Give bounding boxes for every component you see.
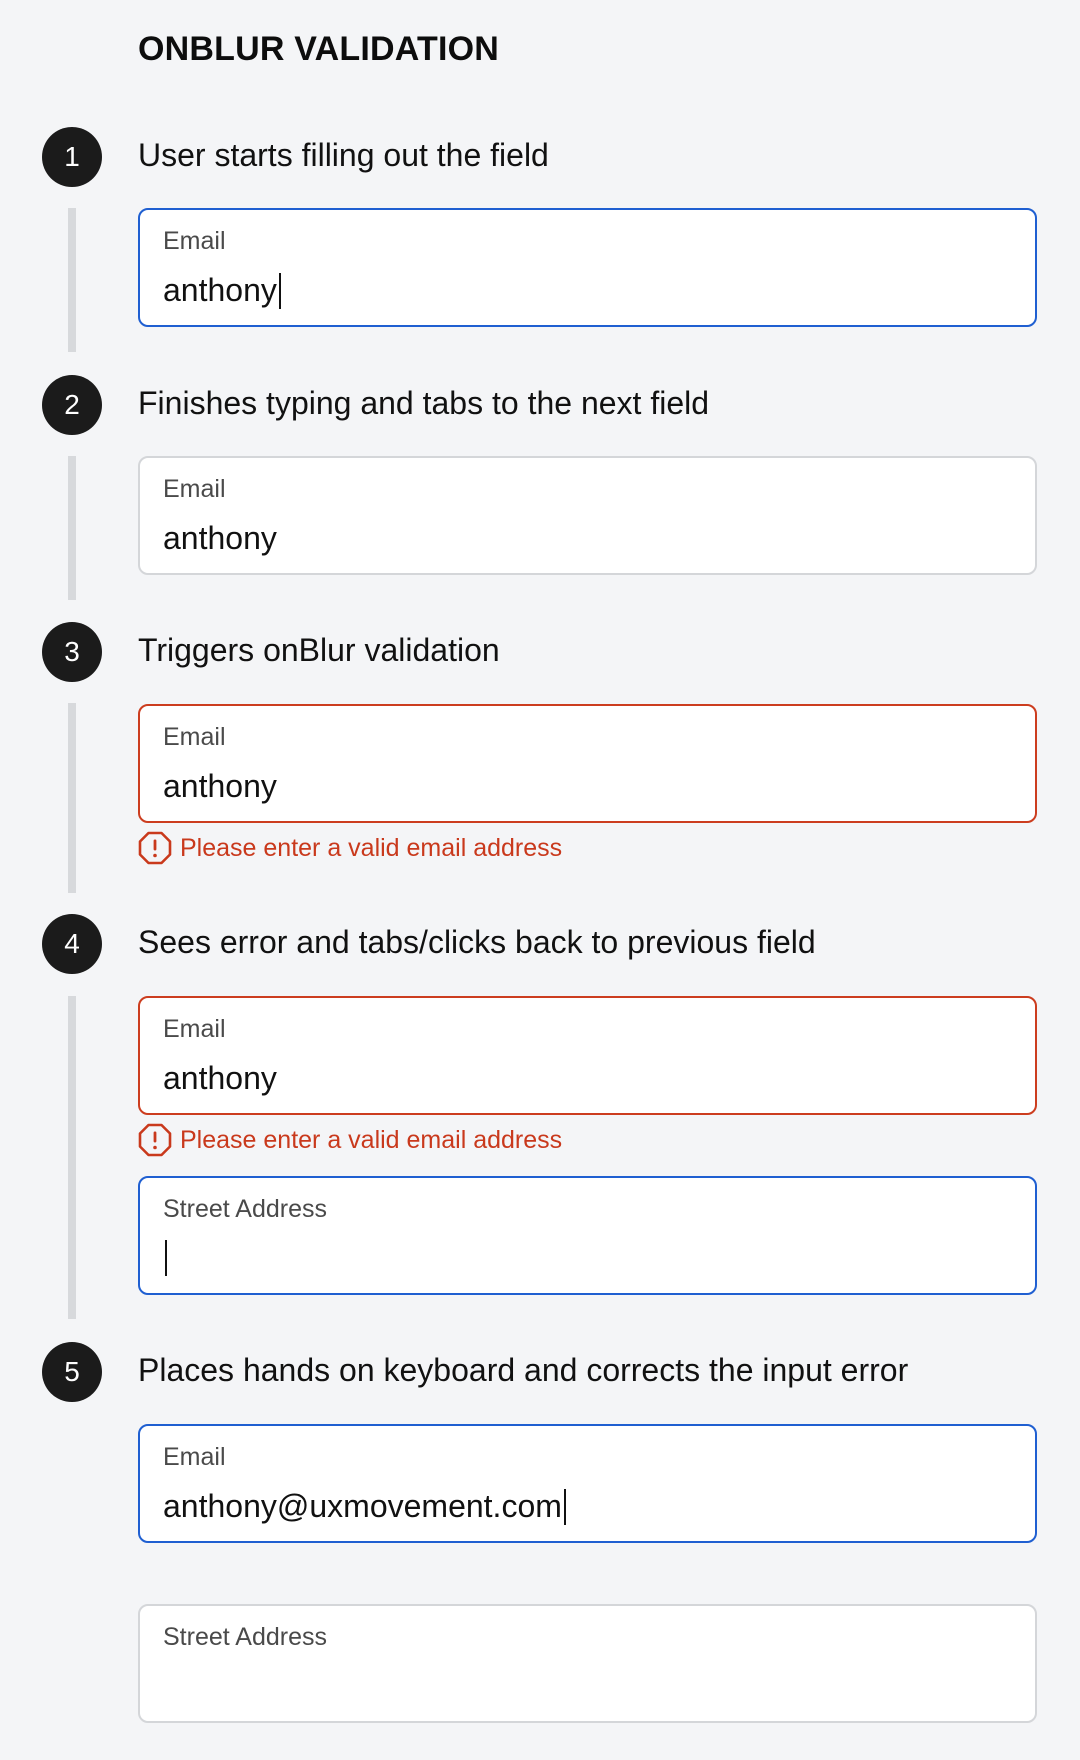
step-number-3: 3	[42, 622, 102, 682]
email-field-label: Email	[163, 1443, 226, 1471]
step-2-email-field[interactable]	[138, 456, 1037, 575]
step-2-connector	[68, 456, 76, 600]
page-title: ONBLUR VALIDATION	[138, 30, 499, 68]
email-field-value[interactable]: anthony	[163, 272, 281, 309]
step-4-error-message	[138, 1123, 562, 1157]
email-field-label: Email	[163, 475, 226, 503]
email-field-value[interactable]: anthony	[163, 768, 277, 804]
step-3-text: Triggers onBlur validation	[138, 632, 500, 668]
email-field-label: Email	[163, 227, 226, 255]
step-4-text: Sees error and tabs/clicks back to previous field	[138, 924, 816, 960]
step-4-connector	[68, 996, 76, 1319]
error-octagon-icon	[138, 1123, 172, 1157]
email-field-value[interactable]: anthony	[163, 1060, 277, 1096]
step-2-text: Finishes typing and tabs to the next field	[138, 385, 710, 421]
step-1-email-field[interactable]	[138, 208, 1037, 327]
street-address-field-label: Street Address	[163, 1195, 327, 1223]
email-field-label: Email	[163, 723, 226, 751]
email-field-value[interactable]: anthony	[163, 520, 277, 556]
step-3-error-message	[138, 831, 562, 865]
text-caret	[279, 273, 281, 309]
step-1-text: User starts filling out the field	[138, 137, 549, 173]
error-text: Please enter a valid email address	[180, 1125, 563, 1154]
step-number-1: 1	[42, 127, 102, 187]
step-number-2: 2	[42, 375, 102, 435]
text-caret	[564, 1489, 566, 1525]
street-address-field-label: Street Address	[163, 1623, 327, 1651]
step-number-5: 5	[42, 1342, 102, 1402]
step-4-email-field[interactable]	[138, 996, 1037, 1115]
step-4-street-address-field[interactable]	[138, 1176, 1037, 1295]
error-text: Please enter a valid email address	[180, 833, 563, 862]
step-1-connector	[68, 208, 76, 352]
email-field-label: Email	[163, 1015, 226, 1043]
step-5-text: Places hands on keyboard and corrects the input error	[138, 1352, 909, 1388]
step-5-email-field[interactable]	[138, 1424, 1037, 1543]
text-caret	[165, 1240, 167, 1276]
step-number-4: 4	[42, 914, 102, 974]
step-3-email-field[interactable]	[138, 704, 1037, 823]
error-octagon-icon	[138, 831, 172, 865]
street-address-field-value[interactable]	[163, 1240, 167, 1276]
step-5-street-address-field[interactable]	[138, 1604, 1037, 1723]
email-field-value[interactable]: anthony@uxmovement.com	[163, 1488, 566, 1525]
step-3-connector	[68, 703, 76, 893]
